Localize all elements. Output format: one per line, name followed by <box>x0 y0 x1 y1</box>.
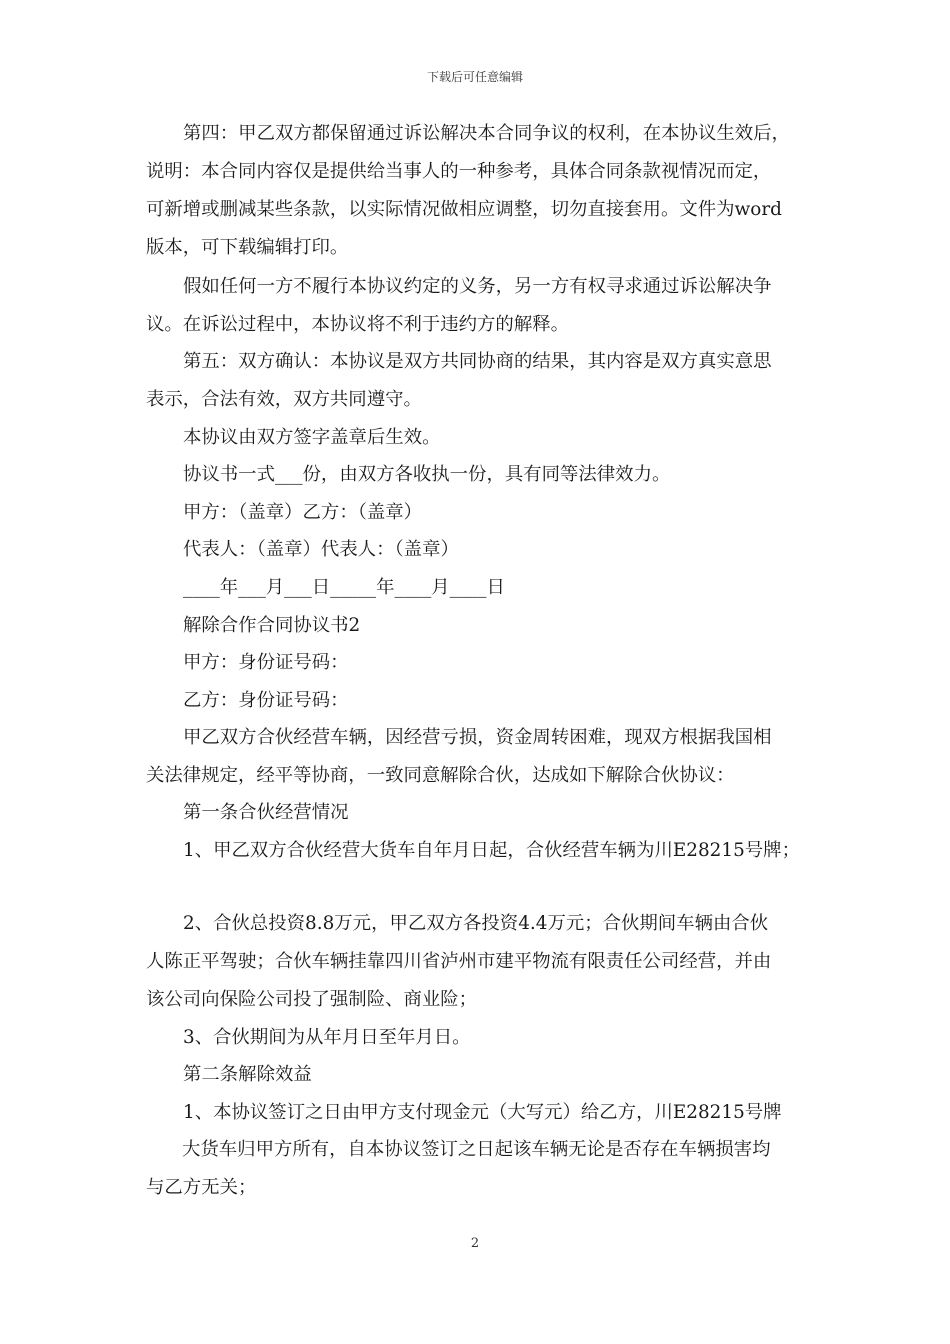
paragraph-line: 表示，合法有效，双方共同遵守。 <box>146 389 422 410</box>
party-line: 乙方：身份证号码： <box>183 690 349 711</box>
section-title: 解除合作合同协议书2 <box>183 615 361 636</box>
paragraph-line: 假如任何一方不履行本协议约定的义务，另一方有权寻求通过诉讼解决争 <box>183 276 772 297</box>
paragraph-line: 本协议由双方签字盖章后生效。 <box>183 427 441 448</box>
paragraph-line: 议。在诉讼过程中，本协议将不利于违约方的解释。 <box>146 314 569 335</box>
clause-heading: 第一条合伙经营情况 <box>183 802 349 823</box>
paragraph-line: 大货车归甲方所有，自本协议签订之日起该车辆无论是否存在车辆损害均 <box>182 1139 771 1160</box>
paragraph-line: 版本，可下载编辑打印。 <box>146 237 349 258</box>
party-line: 甲方：身份证号码： <box>183 652 349 673</box>
paragraph-line: 3、合伙期间为从年月日至年月日。 <box>183 1027 471 1048</box>
page-number: 2 <box>470 1236 480 1251</box>
paragraph-line: 说明：本合同内容仅是提供给当事人的一种参考，具体合同条款视情况而定， <box>146 161 772 182</box>
paragraph-line: 与乙方无关； <box>146 1177 257 1198</box>
paragraph-line: 该公司向保险公司投了强制险、商业险； <box>146 989 478 1010</box>
signature-line: 代表人：（盖章）代表人：（盖章） <box>183 539 459 560</box>
paragraph-line: 2、合伙总投资8.8万元，甲乙双方各投资4.4万元；合伙期间车辆由合伙 <box>183 913 769 934</box>
paragraph-line: 可新增或删减某些条款，以实际情况做相应调整，切勿直接套用。文件为word <box>146 199 782 220</box>
paragraph-line: 关法律规定，经平等协商，一致同意解除合伙，达成如下解除合伙协议： <box>146 765 735 786</box>
clause-heading: 第二条解除效益 <box>183 1064 312 1085</box>
paragraph-line: 协议书一式___份，由双方各收执一份，具有同等法律效力。 <box>183 464 671 485</box>
paragraph-line: 人陈正平驾驶；合伙车辆挂靠四川省泸州市建平物流有限责任公司经营，并由 <box>146 951 772 972</box>
paragraph-line: 第五：双方确认：本协议是双方共同协商的结果，其内容是双方真实意思 <box>183 351 772 372</box>
paragraph-line: 甲乙双方合伙经营车辆，因经营亏损，资金周转困难，现双方根据我国相 <box>183 727 772 748</box>
page-header: 下载后可任意编辑 <box>426 70 523 84</box>
paragraph-line: 1、甲乙双方合伙经营大货车自年月日起，合伙经营车辆为川E28215号牌； <box>183 840 800 861</box>
paragraph-line: 1、本协议签订之日由甲方支付现金元（大写元）给乙方，川E28215号牌 <box>183 1102 782 1123</box>
paragraph-line: 第四：甲乙双方都保留通过诉讼解决本合同争议的权利，在本协议生效后， <box>183 123 790 144</box>
date-line: ____年___月___日_____年____月____日 <box>183 577 505 598</box>
signature-line: 甲方：（盖章）乙方：（盖章） <box>183 502 423 523</box>
